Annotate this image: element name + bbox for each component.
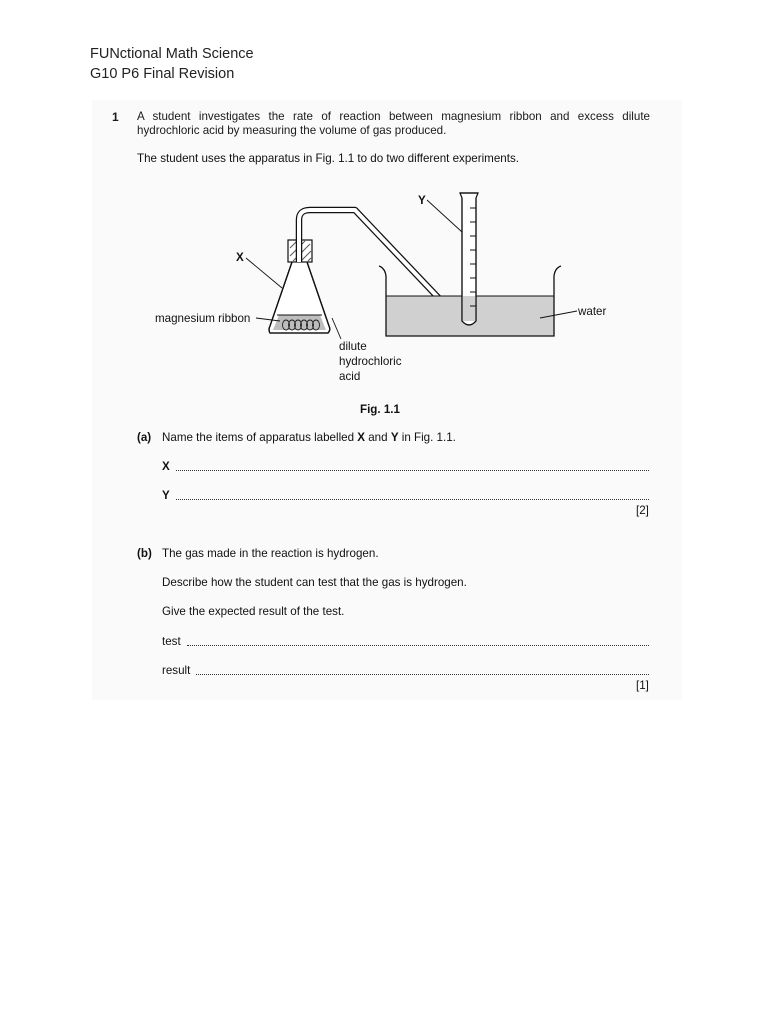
part-a-marks: [2] — [636, 504, 649, 517]
answer-y-label: Y — [162, 489, 170, 502]
part-b-letter: (b) — [137, 547, 152, 560]
part-a-letter: (a) — [137, 431, 152, 444]
label-y: Y — [418, 194, 426, 207]
question-intro: A student investigates the rate of reaction between magnesium ribbon and excess dilute hydrochloric acid by measuring the volume of gas produced. — [137, 110, 650, 137]
apparatus-text: The student uses the apparatus in Fig. 1.1 to do two different experiments. — [137, 152, 519, 165]
question-number: 1 — [112, 110, 119, 124]
result-label: result — [162, 664, 191, 677]
measuring-cylinder — [460, 193, 478, 325]
label-water: water — [578, 305, 607, 318]
part-a-question: Name the items of apparatus labelled X and Y in Fig. 1.1. — [162, 431, 456, 444]
result-answer-line[interactable] — [196, 674, 649, 675]
part-b-line1: The gas made in the reaction is hydrogen. — [162, 547, 379, 560]
part-b-marks: [1] — [636, 679, 649, 692]
answer-y-line[interactable] — [176, 499, 649, 500]
label-acid-line1: dilute — [339, 340, 367, 353]
label-magnesium-ribbon: magnesium ribbon — [155, 312, 251, 325]
answer-x-label: X — [162, 460, 170, 473]
label-x: X — [236, 251, 244, 264]
part-b-line3: Give the expected result of the test. — [162, 605, 345, 618]
header-revision: G10 P6 Final Revision — [90, 66, 235, 82]
label-acid-line2: hydrochloric — [339, 355, 402, 368]
test-label: test — [162, 635, 181, 648]
answer-x-line[interactable] — [176, 470, 649, 471]
header-course: FUNctional Math Science — [90, 46, 254, 62]
label-acid-line3: acid — [339, 370, 361, 383]
test-answer-line[interactable] — [187, 645, 649, 646]
part-b-line2: Describe how the student can test that the gas is hydrogen. — [162, 576, 467, 589]
figure-caption: Fig. 1.1 — [360, 403, 400, 416]
